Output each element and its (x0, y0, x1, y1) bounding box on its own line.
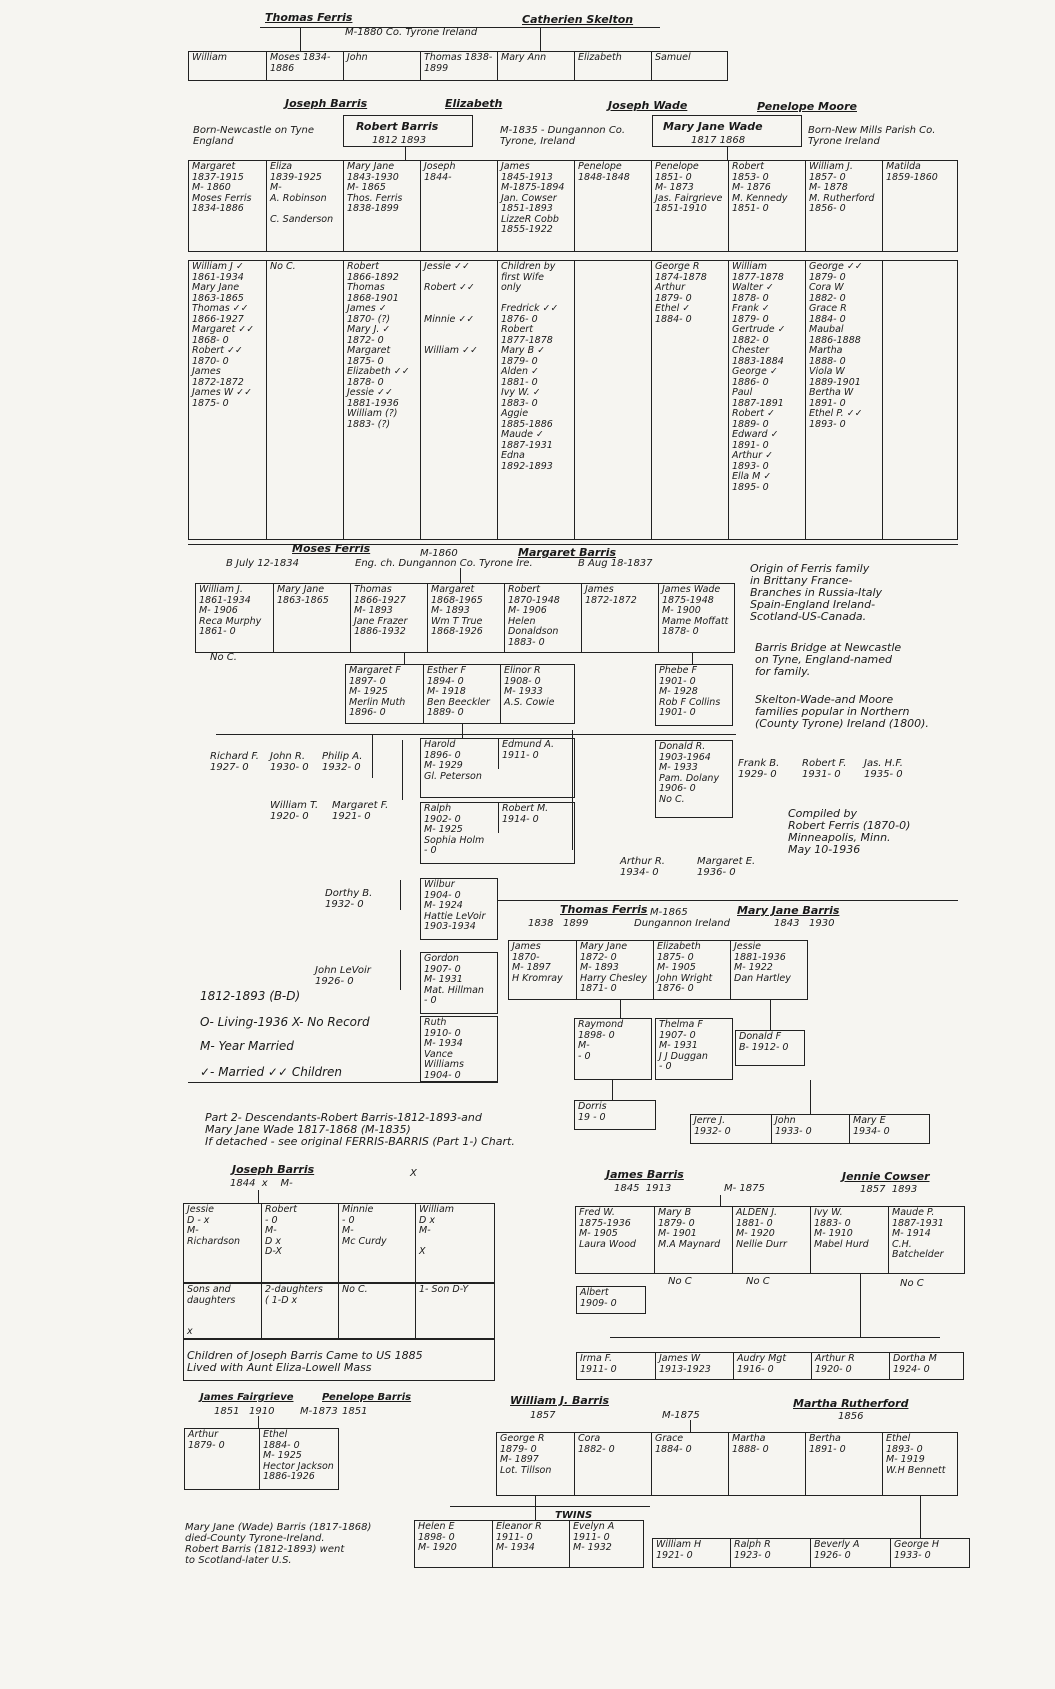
gen1-child: John (343, 52, 420, 80)
legend-dates: 1812-1893 (B-D) (200, 989, 301, 1003)
john-box: John 1933- 0 (771, 1115, 849, 1143)
twins-label: TWINS (555, 1510, 593, 1521)
william-jb-gc: Evelyn A 1911- 0 M- 1932 (569, 1521, 643, 1567)
joseph-gc: Sons and daughters x (187, 1284, 236, 1337)
william-jb-child: Ethel 1893- 0 M- 1919 W.H Bennett (882, 1433, 957, 1495)
gen2-child: James 1845-1913 M-1875-1894 Jan. Cowser 1851-1893 LizzeR Cobb 1855-1922 (497, 161, 574, 251)
william-j-dates: 1857 (530, 1410, 556, 1421)
james-b-gc: James W 1913-1923 (655, 1353, 733, 1379)
margaret-born: B Aug 18-1837 (578, 558, 653, 569)
james-b-gc: Arthur R 1920- 0 (811, 1353, 889, 1379)
arthur-r: Arthur R. 1934- 0 (620, 856, 665, 878)
ruth-box: Ruth 1910- 0 M- 1934 Vance Williams 1904- 0 (424, 1017, 464, 1081)
robert-dates: 1812 1893 (372, 135, 427, 146)
thomas-child: James 1870- M- 1897 H Kromray (512, 941, 563, 984)
bottom-note: Mary Jane (Wade) Barris (1817-1868) died-County Tyrone-Ireland. Robert Barris (1812-1893) went to Scotland-later U.S. (185, 1522, 372, 1566)
mary-jane-barris-dates: 1843 1930 (774, 918, 835, 929)
wilbur-box: Wilbur 1904- 0 M- 1924 Hattie LeVoir 1903-1934 (424, 879, 486, 932)
margaret-f-box: Margaret F 1897- 0 M- 1925 Merlin Muth 1896- 0 (349, 665, 406, 718)
gen3-column: Children by first Wife only Fredrick ✓✓ 1876- 0 Robert 1877-1878 Mary B ✓ 1879- 0 Alden ✓ 1881- 0 Ivy W. ✓ 1883- 0 Aggie 1885-1886 Maude ✓ 1887-1931 Edna 1892-1893 (497, 261, 574, 539)
gen2-child: Eliza 1839-1925 M- A. Robinson C. Sanderson (266, 161, 343, 251)
mary-dates: 1817 1868 (691, 135, 746, 146)
james-b-gc: Irma F. 1911- 0 (580, 1353, 617, 1375)
james-b-gc: Audry Mgt 1916- 0 (733, 1353, 811, 1379)
mary-jane-barris: Mary Jane Barris (737, 904, 840, 917)
gen2-child: Mary Jane 1843-1930 M- 1865 Thos. Ferris 1838-1899 (343, 161, 420, 251)
gen1-marriage: M-1880 Co. Tyrone Ireland (345, 27, 478, 38)
gen3-column: Robert 1866-1892 Thomas 1868-1901 James ✓ 1870- (?) Mary J. ✓ 1872- 0 Margaret 1875- 0 Elizabeth ✓✓ 1878- 0 Jessie ✓✓ 1881-1936 William (?) 1883- (?) (343, 261, 420, 539)
joseph-child: Robert - 0 M- D x D-X (261, 1204, 338, 1282)
thomas-marriage: M-1865 (650, 907, 688, 918)
william-jb-child: Martha 1888- 0 (728, 1433, 805, 1495)
william-jb-child: George R 1879- 0 M- 1897 Lot. Tillson (500, 1433, 552, 1476)
gen1-child: Elizabeth (574, 52, 651, 80)
moses-place: Eng. ch. Dungannon Co. Tyrone Ire. (355, 558, 533, 569)
gen1-child: William (192, 52, 228, 63)
gen3-column: William J ✓ 1861-1934 Mary Jane 1863-1865 Thomas ✓✓ 1866-1927 Margaret ✓✓ 1868- 0 Robert ✓✓ 1870- 0 James 1872-1872 James W ✓✓ 1875- 0 (192, 261, 255, 409)
harold-box: Harold 1896- 0 M- 1929 Gl. Peterson (424, 739, 482, 782)
william-jb-child: Grace 1884- 0 (651, 1433, 728, 1495)
james-b-gc: Dortha M 1924- 0 (889, 1353, 963, 1379)
william-jb-ggc: Beverly A 1926- 0 (810, 1539, 890, 1567)
donald-f-box: Donald F B- 1912- 0 (739, 1031, 789, 1053)
esther-box: Esther F 1894- 0 M- 1918 Ben Beeckler 1889- 0 (423, 665, 500, 723)
fairgrieve-child: Ethel 1884- 0 M- 1925 Hector Jackson 1886-1926 (259, 1429, 338, 1489)
fairgrieve-child: Arthur 1879- 0 (188, 1429, 225, 1451)
gen1-child: Samuel (651, 52, 727, 80)
moses-child: Thomas 1866-1927 M- 1893 Jane Frazer 1886-1932 (350, 584, 427, 652)
thomas-place: Dungannon Ireland (634, 918, 730, 929)
james-b-noc-3: No C (900, 1278, 924, 1289)
thomas-child: Elizabeth 1875- 0 M- 1905 John Wright 1876- 0 (653, 941, 730, 999)
james-barris-dates: 1845 1913 (614, 1183, 672, 1194)
legend-married: ✓- Married ✓✓ Children (200, 1065, 343, 1079)
gen1-child: Moses 1834-1886 (266, 52, 343, 80)
moses-child: Mary Jane 1863-1865 (273, 584, 350, 652)
joseph-gc: 1- Son D-Y (415, 1284, 494, 1338)
margaret-f2: Margaret F. 1921- 0 (332, 800, 389, 822)
gen2-p2: Elizabeth (445, 97, 503, 110)
ralph-box: Ralph 1902- 0 M- 1925 Sophia Holm - 0 (424, 803, 485, 856)
moses-ferris: Moses Ferris (292, 542, 371, 555)
james-fairgrieve: James Fairgrieve (200, 1392, 294, 1403)
gen2-p3: Joseph Wade (608, 99, 688, 112)
joseph-barris: Joseph Barris (232, 1163, 315, 1176)
thomas-ferris: Thomas Ferris (560, 903, 648, 916)
joseph-dates: 1844 x M- (230, 1178, 293, 1189)
james-b-child: Maude P. 1887-1931 M- 1914 C.H. Batchelder (888, 1207, 964, 1273)
jerre-box: Jerre J. 1932- 0 (694, 1115, 731, 1137)
james-b-noc-2: No C (746, 1276, 770, 1287)
dorthy: Dorthy B. 1932- 0 (325, 888, 373, 910)
gen2-children-box (188, 160, 958, 252)
james-b-noc-1: No C (668, 1276, 692, 1287)
gen3-column (574, 261, 651, 539)
mary-jane-wade: Mary Jane Wade (663, 120, 763, 133)
gordon-box: Gordon 1907- 0 M- 1931 Mat. Hillman - 0 (424, 953, 484, 1006)
william-jb-gc: Eleanor R 1911- 0 M- 1934 (492, 1521, 569, 1567)
margaret-e: Margaret E. 1936- 0 (697, 856, 756, 878)
moses-child: Margaret 1868-1965 M- 1893 Wm T True 1868-1926 (427, 584, 504, 652)
moses-children-box (195, 583, 735, 653)
moses-child: William J. 1861-1934 M- 1906 Reca Murphy 1861- 0 (199, 584, 262, 637)
joseph-child: Jessie D - x M- Richardson (187, 1204, 241, 1247)
elinor-box: Elinor R 1908- 0 M- 1933 A.S. Cowie (500, 665, 574, 723)
moses-born: B July 12-1834 (226, 558, 299, 569)
note-origin: Origin of Ferris family in Brittany France- Branches in Russia-Italy Spain-England Ireland- Scotland-US-Canada. (750, 562, 883, 623)
joseph-note: Children of Joseph Barris Came to US 1885 Lived with Aunt Eliza-Lowell Mass (187, 1349, 423, 1374)
edmund-box: Edmund A. 1911- 0 (498, 739, 574, 769)
gen2-child: Margaret 1837-1915 M- 1860 Moses Ferris 1834-1886 (192, 161, 252, 214)
robert-f: Robert F. 1931- 0 (802, 758, 847, 780)
gen1-children-box (188, 51, 728, 81)
william-jb-ggc: Ralph R 1923- 0 (730, 1539, 810, 1567)
james-barris: James Barris (606, 1168, 684, 1181)
jas-h: Jas. H.F. 1935- 0 (864, 758, 903, 780)
richard: Richard F. 1927- 0 (210, 751, 259, 773)
gen1-father: Thomas Ferris (265, 11, 353, 24)
joseph-gc: No C. (338, 1284, 415, 1338)
gen1-child: Mary Ann (497, 52, 574, 80)
gen1-child: Thomas 1838-1899 (420, 52, 497, 80)
robert-barris: Robert Barris (356, 120, 439, 133)
martha-rutherford: Martha Rutherford (793, 1397, 909, 1410)
william-t: William T. 1920- 0 (270, 800, 319, 822)
james-b-child: Fred W. 1875-1936 M- 1905 Laura Wood (579, 1207, 636, 1250)
gen3-column: Jessie ✓✓ Robert ✓✓ Minnie ✓✓ William ✓✓ (420, 261, 497, 539)
william-jb-child: Cora 1882- 0 (574, 1433, 651, 1495)
william-j-marriage: M-1875 (662, 1410, 700, 1421)
moses-no-c: No C. (210, 652, 237, 663)
gen2-p1: Joseph Barris (285, 97, 368, 110)
gen2-child: William J. 1857- 0 M- 1878 M. Rutherford 1856- 0 (805, 161, 882, 251)
gen2-child: Robert 1853- 0 M- 1876 M. Kennedy 1851- 0 (728, 161, 805, 251)
moses-marriage: M-1860 (420, 548, 458, 559)
raymond-box: Raymond 1898- 0 M- - 0 (578, 1019, 624, 1062)
john-levoir: John LeVoir 1926- 0 (315, 965, 371, 987)
william-jb-ggc: George H 1933- 0 (890, 1539, 969, 1567)
mary-e-box: Mary E 1934- 0 (849, 1115, 929, 1143)
legend-living: O- Living-1936 X- No Record (200, 1015, 370, 1029)
james-b-child: Mary B 1879- 0 M- 1901 M.A Maynard (654, 1207, 732, 1273)
fairgrieve-dates: 1851 1910 (214, 1406, 275, 1417)
joseph-gc: 2-daughters ( 1-D x (261, 1284, 338, 1338)
mary-born: Born-New Mills Parish Co. Tyrone Ireland (808, 125, 936, 147)
dorris-box: Dorris 19 - 0 (578, 1101, 607, 1123)
james-b-child: ALDEN J. 1881- 0 M- 1920 Nellie Durr (732, 1207, 810, 1273)
gen2-child: Matilda 1859-1860 (882, 161, 957, 251)
donald-box: Donald R. 1903-1964 M- 1933 Pam. Dolany 1906- 0 No C. (659, 741, 720, 805)
penelope-barris: Penelope Barris (322, 1392, 412, 1403)
martha-dates: 1856 (838, 1411, 864, 1422)
philip: Philip A. 1932- 0 (322, 751, 363, 773)
john-r: John R. 1930- 0 (270, 751, 309, 773)
moses-child: James 1872-1872 (581, 584, 658, 652)
jennie-cowser: Jennie Cowser (842, 1170, 930, 1183)
jennie-dates: 1857 1893 (860, 1184, 918, 1195)
fairgrieve-marriage: M-1873 (300, 1406, 338, 1417)
robert-m-box: Robert M. 1914- 0 (498, 803, 574, 833)
thelma-box: Thelma F 1907- 0 M- 1931 J J Duggan - 0 (659, 1019, 708, 1072)
gen2-p4: Penelope Moore (757, 100, 857, 113)
moses-child: James Wade 1875-1948 M- 1900 Mame Moffatt 1878- 0 (658, 584, 734, 652)
gen3-column: No C. (266, 261, 343, 539)
robert-born: Born-Newcastle on Tyne England (193, 125, 314, 147)
part2-caption: Part 2- Descendants-Robert Barris-1812-1893-and Mary Jane Wade 1817-1868 (M-1835) If detached - see original FERRIS-BARRIS (Part 1-) Chart. (205, 1111, 515, 1148)
margaret-barris: Margaret Barris (518, 546, 617, 559)
gen3-column: William 1877-1878 Walter ✓ 1878- 0 Frank ✓ 1879- 0 Gertrude ✓ 1882- 0 Chester 1883-1884 George ✓ 1886- 0 Paul 1887-1891 Robert ✓ 1889- 0 Edward ✓ 1891- 0 Arthur ✓ 1893- 0 Ella M ✓ 1895- 0 (728, 261, 805, 539)
joseph-child: William D x M- X (415, 1204, 494, 1282)
penelope-dates: 1851 (342, 1406, 368, 1417)
albert-box: Albert 1909- 0 (580, 1287, 617, 1309)
legend-married-year: M- Year Married (200, 1039, 294, 1053)
gen1-mother: Catherien Skelton (522, 13, 634, 26)
james-b-child: Ivy W. 1883- 0 M- 1910 Mabel Hurd (810, 1207, 888, 1273)
gen2-child: Penelope 1851- 0 M- 1873 Jas. Fairgrieve 1851-1910 (651, 161, 728, 251)
note-compiled: Compiled by Robert Ferris (1870-0) Minneapolis, Minn. May 10-1936 (788, 807, 911, 856)
thomas-child: Jessie 1881-1936 M- 1922 Dan Hartley (730, 941, 807, 999)
william-jb-ggc: William H 1921- 0 (656, 1539, 702, 1561)
gen3-grid (188, 260, 958, 540)
thomas-dates: 1838 1899 (528, 918, 589, 929)
thomas-child: Mary Jane 1872- 0 M- 1893 Harry Chesley 1871- 0 (576, 941, 653, 999)
gen2-child: Joseph 1844- (420, 161, 497, 251)
joseph-child: Minnie - 0 M- Mc Curdy (338, 1204, 415, 1282)
moses-child: Robert 1870-1948 M- 1906 Helen Donaldson 1883- 0 (504, 584, 581, 652)
william-jb-gc: Helen E 1898- 0 M- 1920 (418, 1521, 457, 1553)
gen3-column: George R 1874-1878 Arthur 1879- 0 Ethel ✓ 1884- 0 (651, 261, 728, 539)
note-families: Skelton-Wade-and Moore families popular in Northern (County Tyrone) Ireland (1800). (755, 693, 929, 730)
james-barris-marriage: M- 1875 (724, 1183, 765, 1194)
william-j-barris: William J. Barris (510, 1394, 610, 1407)
gen3-column: George ✓✓ 1879- 0 Cora W 1882- 0 Grace R 1884- 0 Maubal 1886-1888 Martha 1888- 0 Viola W 1889-1901 Bertha W 1891- 0 Ethel P. ✓✓ 1893- 0 (805, 261, 882, 539)
phebe-box: Phebe F 1901- 0 M- 1928 Rob F Collins 1901- 0 (659, 665, 721, 718)
frank: Frank B. 1929- 0 (738, 758, 780, 780)
william-jb-child: Bertha 1891- 0 (805, 1433, 882, 1495)
note-bridge: Barris Bridge at Newcastle on Tyne, England-named for family. (755, 641, 902, 678)
gen2-child: Penelope 1848-1848 (574, 161, 651, 251)
joseph-spouse: X (410, 1168, 417, 1179)
gen2-marriage: M-1835 - Dungannon Co. Tyrone, Ireland (500, 125, 626, 147)
